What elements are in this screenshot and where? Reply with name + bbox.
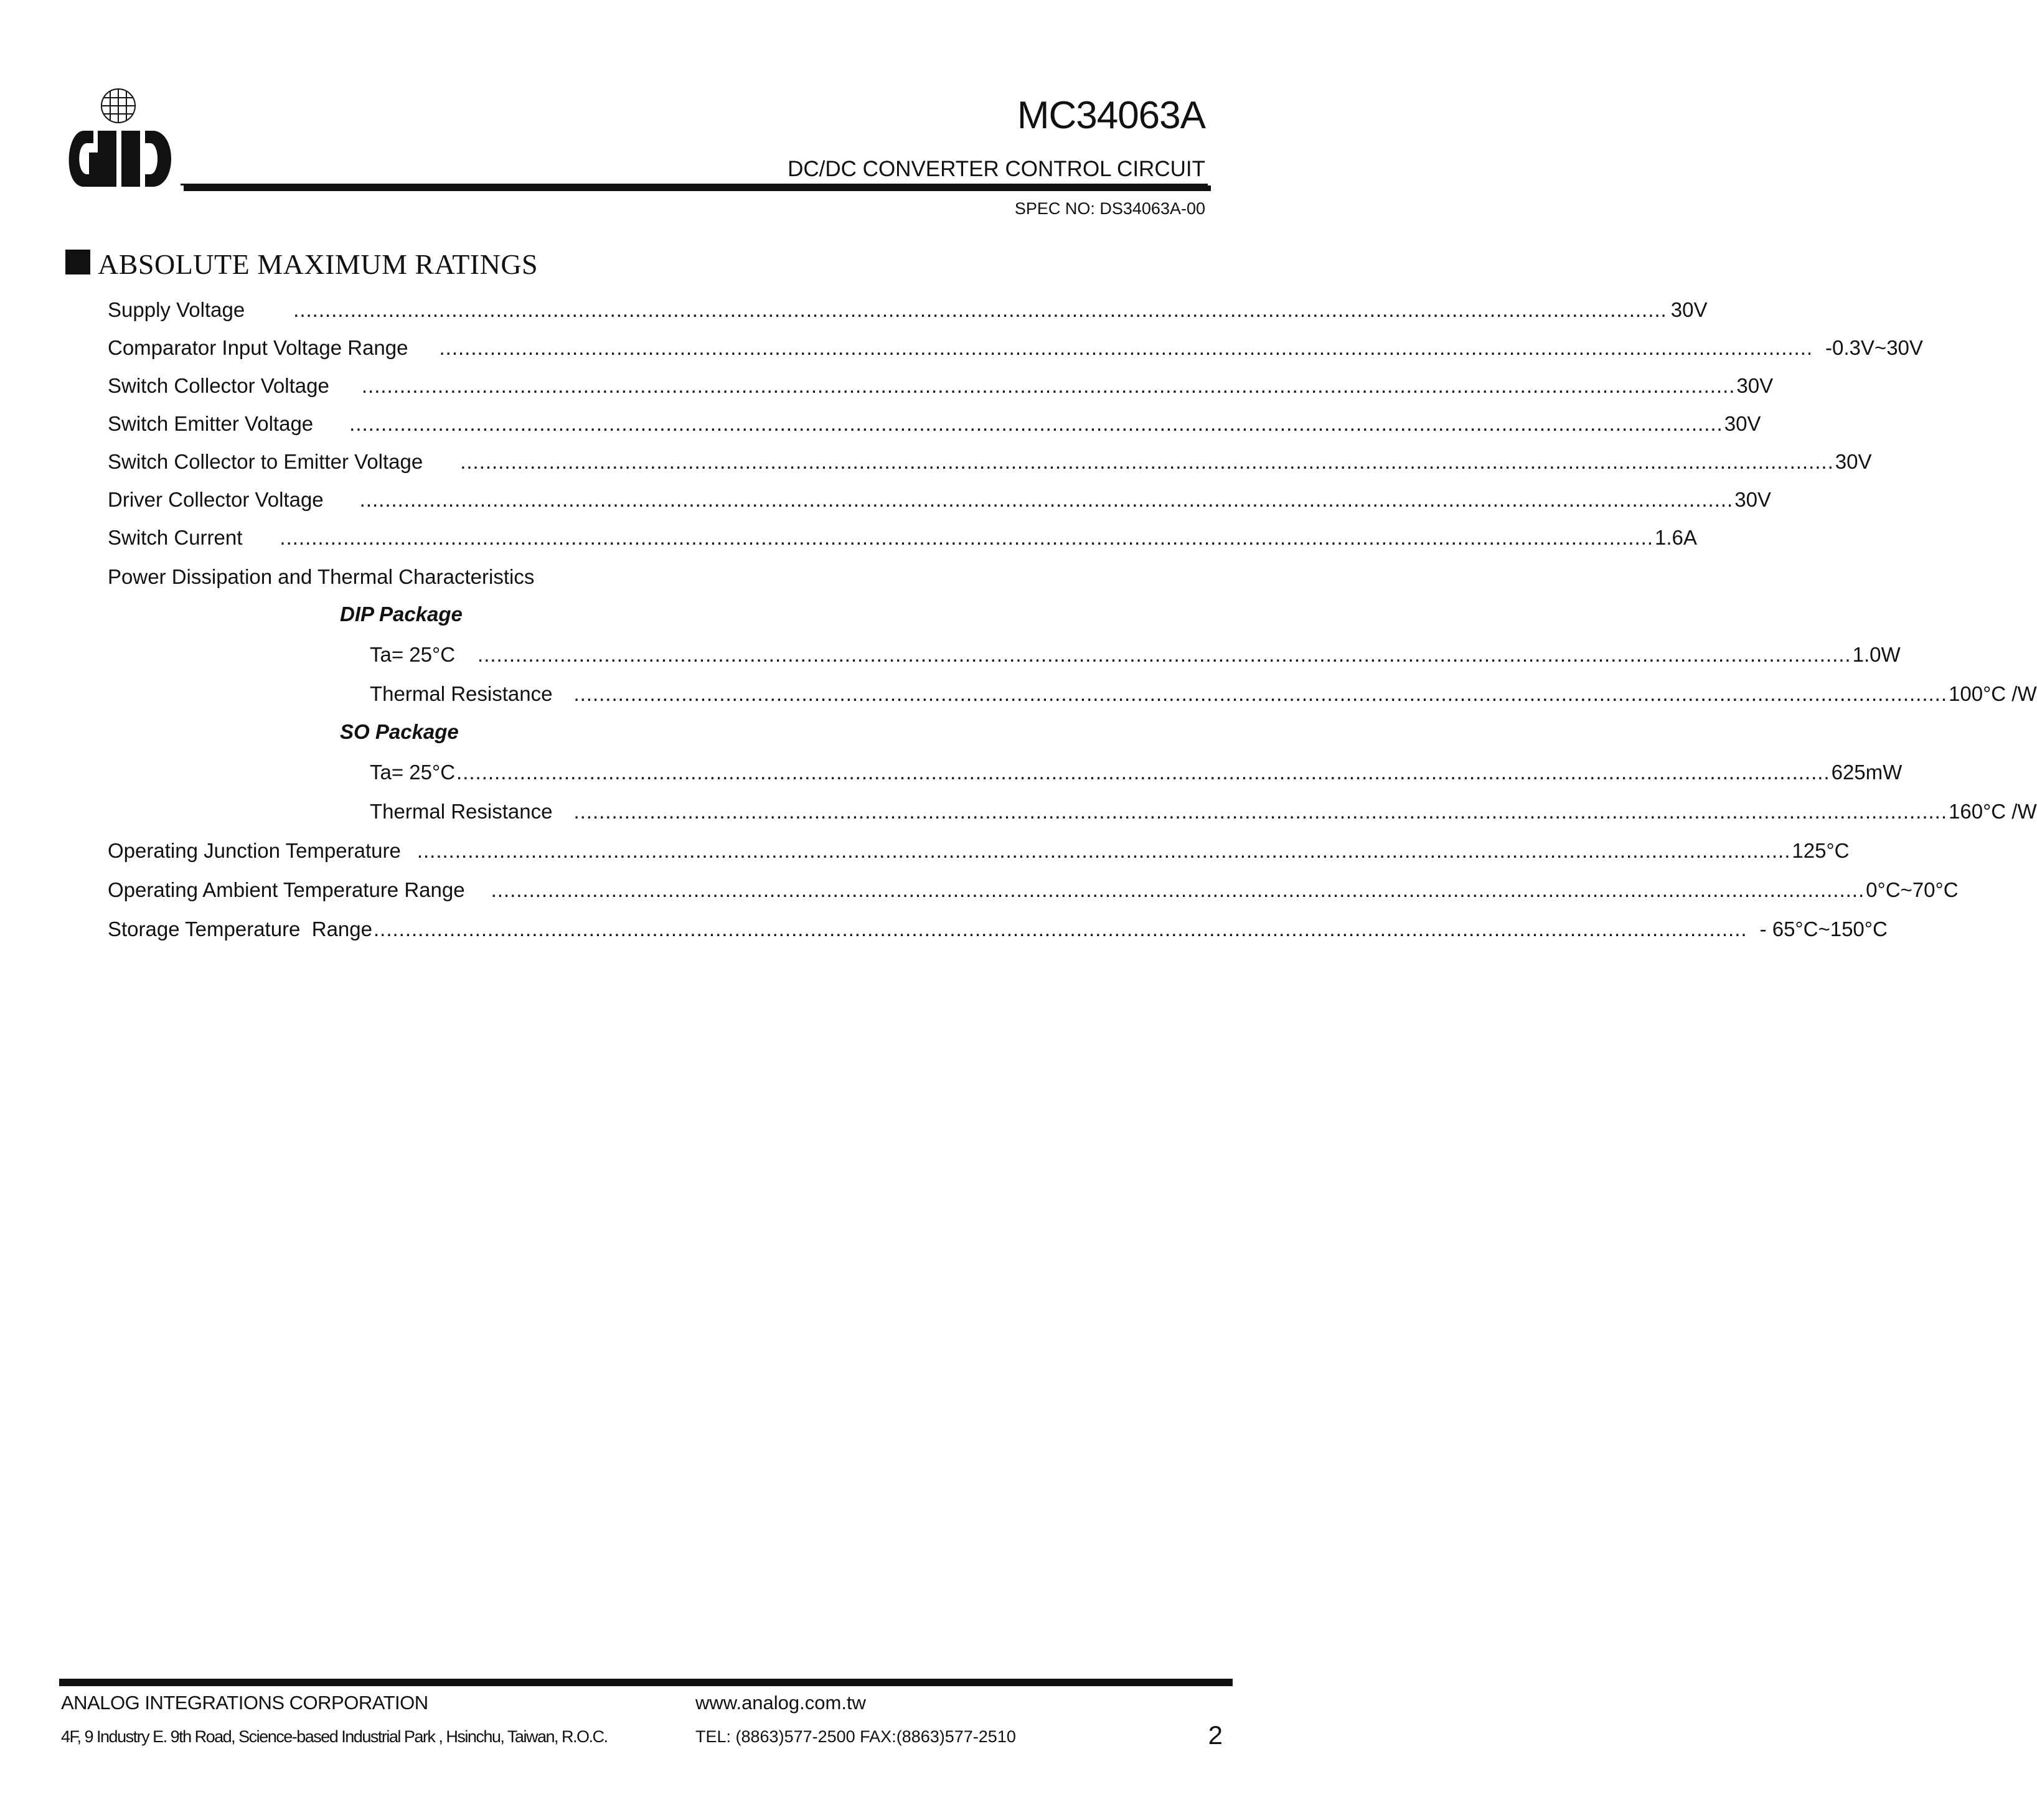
rating-value: 0°C~70°C [1866,878,1959,901]
rating-row: Switch Emitter Voltage ......................................................................................................................................................................................................................... 30V [108,412,1761,435]
rating-row: Supply Voltage ......................................................................................................................................................................................................................... 30V [108,298,1708,321]
temperature-row: Operating Ambient Temperature Range ......................................................................................................................................................................................................................... 0°C~70°C [108,878,1959,901]
rating-label: Driver Collector Voltage [108,488,324,511]
dip-ta-row: Ta= 25°C ......................................................................................................................................................................................................................... 1.0W [370,643,1901,666]
rating-value: 30V [1734,488,1771,511]
square-bullet-icon [65,250,90,274]
globe-icon [101,89,135,123]
footer-website-link[interactable]: www.analog.com.tw [695,1692,866,1714]
rating-value: 30V [1835,450,1872,473]
rating-value: 100°C /W [1949,682,2037,705]
power-heading: Power Dissipation and Thermal Characteristics [108,565,535,588]
rating-row: Switch Collector to Emitter Voltage ......................................................................................................................................................................................................................... 30V [108,450,1872,473]
page-number: 2 [1208,1720,1223,1750]
section-title: ABSOLUTE MAXIMUM RATINGS [98,248,539,280]
so-thermal-row: Thermal Resistance ......................................................................................................................................................................................................................... 160°C /W [370,800,2037,823]
rating-value: -0.3V~30V [1825,336,1923,359]
rating-value: 30V [1670,298,1708,321]
footer-rule [59,1679,1233,1686]
temperature-row: Operating Junction Temperature ......................................................................................................................................................................................................................... 125°C [108,839,1850,862]
rating-value: 160°C /W [1949,800,2037,823]
aic-letters [69,131,171,187]
rating-label: Ta= 25°C [370,761,456,784]
header-rule-bold [184,185,1211,191]
part-number: MC34063A [1017,94,1205,137]
rating-label: Operating Junction Temperature [108,839,401,862]
rating-label: Switch Collector to Emitter Voltage [108,450,423,473]
rating-row: Comparator Input Voltage Range ......................................................................................................................................................................................................................... -0.3V~30V [108,336,1923,359]
footer-address: 4F, 9 Industry E. 9th Road, Science-based Industrial Park , Hsinchu, Taiwan, R.O.C. [61,1727,608,1746]
rating-value: 625mW [1831,761,1903,784]
rating-label: Switch Emitter Voltage [108,412,314,435]
document-subtitle: DC/DC CONVERTER CONTROL CIRCUIT [788,157,1205,181]
rating-row: Driver Collector Voltage ......................................................................................................................................................................................................................... 30V [108,488,1771,511]
company-logo [59,87,184,196]
rating-value: 30V [1736,374,1774,397]
rating-value: 125°C [1792,839,1850,862]
spec-number: SPEC NO: DS34063A-00 [1014,199,1205,218]
rating-label: Switch Current [108,526,243,549]
rating-row: Switch Collector Voltage ......................................................................................................................................................................................................................... 30V [108,374,1774,397]
section-heading [65,248,538,281]
rating-label: Operating Ambient Temperature Range [108,878,465,901]
footer-company: ANALOG INTEGRATIONS CORPORATION [61,1692,428,1714]
so-ta-row: Ta= 25°C ......................................................................................................................................................................................................................... 625mW [370,761,1903,784]
dip-thermal-row: Thermal Resistance ......................................................................................................................................................................................................................... 100°C /W [370,682,2037,705]
rating-value: 1.0W [1852,643,1901,666]
rating-value: 30V [1724,412,1761,435]
rating-label: Storage Temperature Range [108,917,372,940]
rating-label: Switch Collector Voltage [108,374,329,397]
rating-label: Thermal Resistance [370,682,553,705]
rating-value: 1.6A [1654,526,1697,549]
footer-contact: TEL: (8863)577-2500 FAX:(8863)577-2510 [695,1727,1016,1746]
rating-value: - 65°C~150°C [1759,917,1888,940]
rating-label: Comparator Input Voltage Range [108,336,408,359]
temperature-row: Storage Temperature Range ......................................................................................................................................................................................................................... - 65°C~150°C [108,917,1888,940]
rating-label: Ta= 25°C [370,643,456,666]
rating-row: Switch Current ......................................................................................................................................................................................................................... 1.6A [108,526,1697,549]
rating-label: Supply Voltage [108,298,245,321]
dip-package-heading: DIP Package [340,603,463,626]
so-package-heading: SO Package [340,720,459,743]
rating-label: Thermal Resistance [370,800,553,823]
